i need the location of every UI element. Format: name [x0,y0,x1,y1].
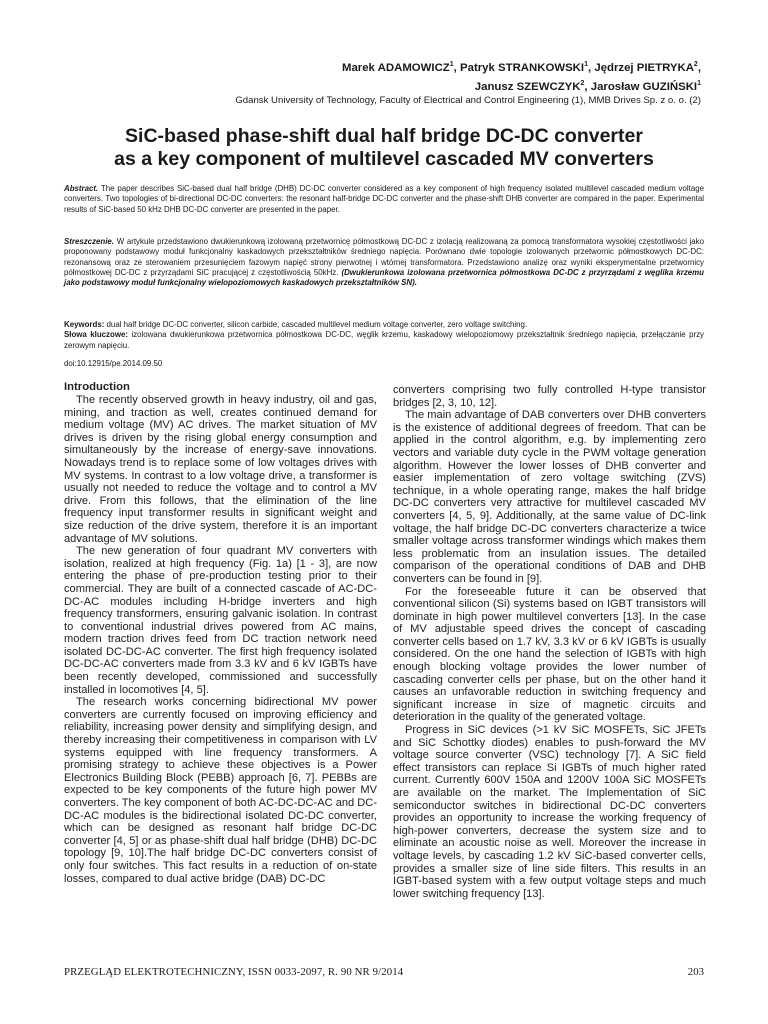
author-line-2: Janusz SZEWCZYK$^2$, Jarosław GUZIŃSKI$^1$ [474,79,701,93]
author-affil-sup: 1 [584,61,588,68]
keywords-text: dual half bridge DC-DC converter, silicon carbide, cascaded multilevel medium voltage converter, zero voltage switching. [106,320,528,329]
right-column [393,384,706,900]
author-name: Jarosław GUZIŃSKI [590,80,698,93]
page-number: 203 [687,966,704,978]
keywords-en [64,320,704,330]
keywords-block [64,320,704,351]
body-paragraph: For the foreseeable future it can be observed that conventional silicon (Si) systems based on IGBT transistors will dominate in high power multilevel converters [13]. In the case of MV adjustable speed drives the concept of cascading converter cells based on 1.7 kV, 3.3 kV or 6 kV IGBTs is usually considered. On the one hand the selection of IGBTs with high enough blocking voltage provides the lower number of cascading converter cells per phase, but on the other hand it causes an unfavorable reduction in switching frequency and significant increase in size of magnetic circuits and deterioration in the quality of the generated voltage. [393,585,706,724]
streszczenie-bold-title: (Dwukierunkowa izolowana przetwornica półmostkowa DC-DC z przyrządami z węglika krzemu jako podstawowy moduł funkcjonalny wielopoziomowych kaskadowych przekształtników SN). [64,267,704,288]
author-affil-sup: 2 [693,61,698,68]
abstract-label: Abstract. [64,184,99,193]
author-affil-sup: 1 [697,79,701,87]
body-paragraph: converters comprising two fully controlled H-type transistor bridges [2, 3, 10, 12]. [393,384,706,409]
paper-title [60,125,708,171]
author-name: Patryk STRANKOWSKI [460,61,585,74]
author-affil-sup: 2 [580,79,585,87]
streszczenie [64,237,704,288]
journal-citation: PRZEGLĄD ELEKTROTECHNICZNY, ISSN 0033-2097, R. 90 NR 9/2014 [64,966,404,978]
abstract [64,184,704,215]
keywords-label: Keywords: [64,320,105,329]
author-list [141,57,701,95]
keywords-pl [64,330,704,351]
title-line-2: as a key component of multilevel cascaded MV converters [114,148,654,170]
body-paragraph: Progress in SiC devices (>1 kV SiC MOSFETs, SiC JFETs and SiC Schottky diodes) enables to push-forward the MV voltage source converter (VSC) technology [7]. A SiC field effect transistors can replace Si IGBTs of much higher rated current. Currently 600V 150A and 1200V 100A SiC MOSFETs are available on the market. The Implementation of SiC semiconductor switches in bidirectional DC-DC converters provides an opportunity to increase the working frequency of high-power converters, decrease the system size and to eliminate an acoustic noise as well. Moreover the increase in voltage levels, by cascading 1.2 kV SiC-based converter cells, provides a smaller size of line side filters. This results in an IGBT-based system with a few output voltage steps and much lower switching frequency [13]. [393,724,706,900]
doi: doi:10.12915/pe.2014.09.50 [64,359,163,368]
author-affil-sup: 1 [449,61,454,68]
affiliation: Gdansk University of Technology, Faculty of Electrical and Control Engineering (1), MMB Drives Sp. z o. o. (2) [235,95,701,106]
keywords-pl-text: izolowana dwukierunkowa przetwornica półmostkowa DC-DC, węglik krzemu, kaskadowy wielopoziomowy przekształtnik średniego napięcia, przełączanie przy zerowym napięciu. [64,330,704,350]
abstract-text: The paper describes SiC-based dual half bridge (DHB) DC-DC converter considered as a key component of high frequency isolated multilevel cascaded medium voltage converters. Two topologies of bi-directional DC-DC converters: the resonant half-bridge DC-DC converter and the phase-shift DHB converter are compared in the paper. Experimental results of SiC-based 50 kHz DHB DC-DC converter are presented in the paper. [64,184,704,214]
streszczenie-label: Streszczenie. [64,237,114,246]
body-paragraph: The research works concerning bidirectional MV power converters are currently focused on improving efficiency and reliability, increasing power density and simplifying design, and thereby increasing their competitiveness in comparison with LV systems equipped with line frequency transformers. A promising strategy to achieve these objectives is a Power Electronics Building Block (PEBB) approach [6, 7]. PEBBs are expected to be key components of the future high power MV converters. The key component of both AC-DC-DC-AC and DC-DC-AC modules is the bidirectional isolated DC-DC converter, which can be designed as resonant half bridge DC-DC converter [4, 5] or as phase-shift dual half bridge (DHB) DC-DC topology [9, 10].The half bridge DC-DC converters consist of only four switches. This fact results in a reduction of on-state losses, compared to dual active bridge (DAB) DC-DC [64,696,378,885]
title-line-1: SiC-based phase-shift dual half bridge DC-DC converter [125,125,643,147]
body-paragraph: The new generation of four quadrant MV converters with isolation, realized at high frequency (Fig. 1a) [1 - 3], are now entering the phase of pre-production testing prior to their commercial. They are built of a connected cascade of AC-DC-DC-AC modules including H-bridge inverters and high frequency transformers, ensuring galvanic isolation. In contrast to conventional industrial drives powered from AC mains, modern traction drives feed from DC traction network need isolated DC-DC-AC converter. The first high frequency isolated DC-DC-AC converters made from 3.3 kV and 6 kV IGBTs have been recently developed, commissioned and successfully installed in locomotives [4, 5]. [64,545,377,696]
body-paragraph: The main advantage of DAB converters over DHB converters is the existence of additional degrees of freedom. That can be applied in the control algorithm, e.g. by implementing zero vectors and variable duty cycle in the PWM voltage generation algorithm. However the lower losses of DHB converter and easier implementation of zero voltage switching (ZVS) technique, in a whole operating range, makes the half bridge DC-DC converters very attractive for multilevel cascaded MV converters [4, 5, 9]. Additionally, at the same value of DC-link voltage, the half bridge DC-DC converters characterize a twice smaller voltage across transformer windings which makes them less problematic from an insulation issues. The detailed comparison of the operational conditions of DAB and DHB converters can be found in [9]. [393,409,706,585]
author-name: Janusz SZEWCZYK [474,80,581,93]
left-column [64,381,377,885]
author-name: Jędrzej PIETRYKA [594,61,694,74]
streszczenie-text: W artykule przedstawiono dwukierunkową izolowaną przetwornicę półmostkową DC-DC z izolacją realizowaną za pomocą transformatora wysokiej częstotliwości jako proponowany podstawowy moduł funkcjonalny kaskadowych przekształtników średniego napięcia. Porównano dwie topologie izolowanych przetwornic półmostkowych DC-DC: rezonansową oraz ze sterowaniem przesunięciem fazowym napięć strony pierwotnej i wtórnej transformatora. Przedstawiono analizę oraz wyniki eksperymentalne przetwornicy półmostkowej DC-DC z przyrządami SiC pracującej z częstotliwością 50kHz. [64,237,704,277]
keywords-pl-label: Słowa kluczowe: [64,330,128,340]
author-line-1: Marek ADAMOWICZ$^1$, Patryk STRANKOWSKI$^1$, Jędrzej PIETRYKA$^2$, [341,61,701,74]
body-paragraph: The recently observed growth in heavy industry, oil and gas, mining, and traction as well, creates continued demand for medium voltage (MV) AC drives. The market situation of MV drives is driven by the rising global energy consumption and simultaneously by the increase of energy-save innovations. Nowadays trend is to replace some of low voltages drives with MV systems. In contrast to a low voltage drive, a transformer is usually not needed to reduce the voltage and to control a MV drive. From this follows, that the elimination of the line frequency input transformer results in significant weight and size reduction of the drive system, therefore it is an important advantage of MV solutions. [64,394,377,545]
section-heading-introduction: Introduction [64,381,130,393]
author-name: Marek ADAMOWICZ [341,61,450,74]
